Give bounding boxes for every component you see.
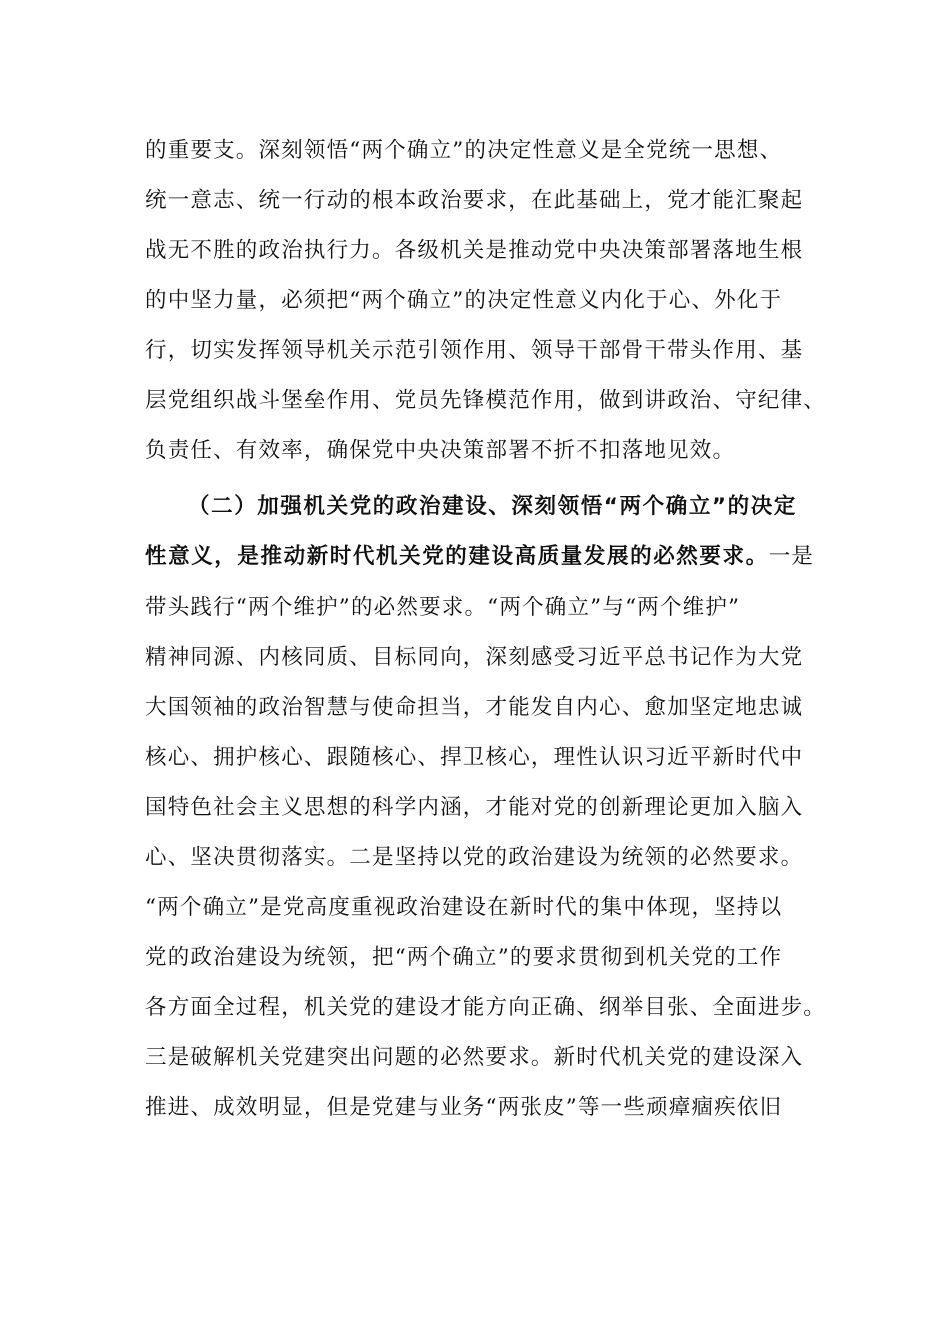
paragraph-line: 党的政治建设为统领，把“两个确立”的要求贯彻到机关党的工作 bbox=[145, 945, 783, 970]
paragraph-line: 核心、拥护核心、跟随核心、捍卫核心，理性认识习近平新时代中 bbox=[145, 745, 804, 770]
paragraph-line: 心、坚决贯彻落实。二是坚持以党的政治建设为统领的必然要求。 bbox=[145, 845, 804, 870]
paragraph-line: “两个确立”是党高度重视政治建设在新时代的集中体现，坚持以 bbox=[145, 895, 783, 920]
paragraph-line: 行，切实发挥领导机关示范引领作用、领导干部骨干带头作用、基 bbox=[145, 338, 804, 363]
paragraph-line: 统一意志、统一行动的根本政治要求，在此基础上，党才能汇聚起 bbox=[145, 188, 804, 213]
paragraph-line: 精神同源、内核同质、目标同向，深刻感受习近平总书记作为大党 bbox=[145, 645, 804, 670]
paragraph-line: 各方面全过程，机关党的建设才能方向正确、纲举目张、全面进步。 bbox=[145, 995, 827, 1020]
paragraph-line: 带头践行“两个维护”的必然要求。“两个确立”与“两个维护” bbox=[145, 595, 741, 620]
paragraph-line: 国特色社会主义思想的科学内涵，才能对党的创新理论更加入脑入 bbox=[145, 795, 804, 820]
section-heading-line bbox=[188, 492, 797, 522]
paragraph-line: 的中坚力量，必须把“两个确立”的决定性意义内化于心、外化于 bbox=[145, 288, 783, 313]
paragraph-line: 的重要支。深刻领悟“两个确立”的决定性意义是全党统一思想、 bbox=[145, 138, 783, 163]
paragraph-line: 大国领袖的政治智慧与使命担当，才能发自内心、愈加坚定地忠诚 bbox=[145, 695, 804, 720]
paragraph-line: 层党组织战斗堡垒作用、党员先锋模范作用，做到讲政治、守纪律、 bbox=[145, 388, 827, 413]
paragraph-line: 三是破解机关党建突出问题的必然要求。新时代机关党的建设深入 bbox=[145, 1045, 804, 1070]
paragraph-line: 推进、成效明显，但是党建与业务“两张皮”等一些顽瘴痼疾依旧 bbox=[145, 1095, 783, 1120]
section-heading-rest: 一是 bbox=[768, 544, 815, 569]
paragraph-line: 负责任、有效率，确保党中央决策部署不折不扣落地见效。 bbox=[145, 438, 736, 463]
section-heading-line bbox=[145, 542, 814, 572]
paragraph-line: 战无不胜的政治执行力。各级机关是推动党中央决策部署落地生根 bbox=[145, 238, 804, 263]
section-heading-bold: （二）加强机关党的政治建设、深刻领悟“两个确立”的决定 bbox=[188, 494, 797, 519]
section-heading-bold: 性意义，是推动新时代机关党的建设高质量发展的必然要求。 bbox=[145, 544, 769, 569]
